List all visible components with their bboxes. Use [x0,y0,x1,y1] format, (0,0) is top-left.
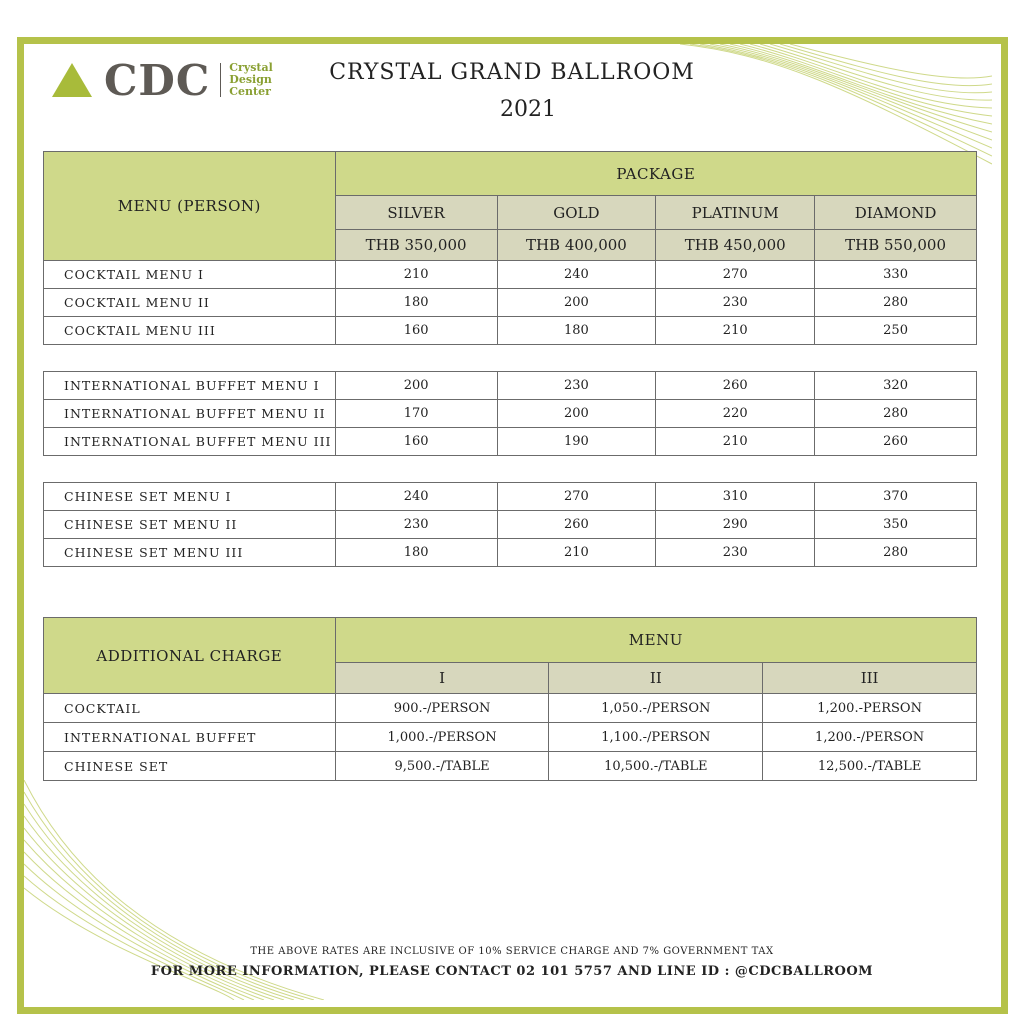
price-cell: 270 [497,483,656,511]
price-cell: 180 [335,289,497,317]
table-row [44,317,977,345]
price-cell: 260 [497,511,656,539]
price-cell: 200 [497,289,656,317]
charge-cell: 9,500.-/TABLE [335,752,549,781]
tier-name-diamond: DIAMOND [815,196,977,230]
menu-column-iii: III [763,663,977,694]
price-cell: 200 [335,372,497,400]
price-cell: 270 [656,261,815,289]
package-header: PACKAGE [335,152,976,196]
menu-header: MENU [335,618,976,663]
additional-charge-table [43,617,977,781]
logo-subtitle: Crystal Design Center [229,61,273,98]
charge-cell: 1,200.-PERSON [763,694,977,723]
menu-person-header: MENU (PERSON) [44,152,336,261]
price-cell: 200 [497,400,656,428]
table-row [44,694,977,723]
table-row [44,539,977,567]
page-year: 2021 [500,97,556,122]
menu-name: CHINESE SET MENU I [44,483,336,511]
price-cell: 310 [656,483,815,511]
table-row [44,261,977,289]
charge-cell: 1,200.-/PERSON [763,723,977,752]
charge-cell: 1,100.-/PERSON [549,723,763,752]
price-cell: 230 [656,539,815,567]
menu-name: COCKTAIL MENU I [44,261,336,289]
price-cell: 240 [335,483,497,511]
price-cell: 240 [497,261,656,289]
table-row [44,400,977,428]
table-row [44,372,977,400]
menu-column-i: I [335,663,549,694]
price-cell: 230 [656,289,815,317]
price-cell: 190 [497,428,656,456]
menu-name: CHINESE SET MENU II [44,511,336,539]
price-cell: 330 [815,261,977,289]
price-cell: 260 [656,372,815,400]
price-cell: 160 [335,317,497,345]
charge-cell: 900.-/PERSON [335,694,549,723]
price-cell: 280 [815,400,977,428]
tier-price-silver: THB 350,000 [335,230,497,261]
menu-name: INTERNATIONAL BUFFET MENU II [44,400,336,428]
charge-cell: 1,000.-/PERSON [335,723,549,752]
price-cell: 260 [815,428,977,456]
charge-name: COCKTAIL [44,694,336,723]
price-cell: 210 [335,261,497,289]
price-cell: 170 [335,400,497,428]
table-row [44,483,977,511]
contact-info: FOR MORE INFORMATION, PLEASE CONTACT 02 101 5757 AND LINE ID : @CDCBALLROOM [150,964,874,979]
table-row [44,752,977,781]
menu-name: CHINESE SET MENU III [44,539,336,567]
price-cell: 220 [656,400,815,428]
menu-column-ii: II [549,663,763,694]
menu-name: COCKTAIL MENU III [44,317,336,345]
table-row [44,511,977,539]
charge-name: CHINESE SET [44,752,336,781]
additional-charge-header: ADDITIONAL CHARGE [44,618,336,694]
price-cell: 280 [815,289,977,317]
price-cell: 280 [815,539,977,567]
price-cell: 290 [656,511,815,539]
menu-name: COCKTAIL MENU II [44,289,336,317]
price-cell: 210 [656,317,815,345]
menu-name: INTERNATIONAL BUFFET MENU III [44,428,336,456]
table-row [44,428,977,456]
price-cell: 250 [815,317,977,345]
price-cell: 160 [335,428,497,456]
price-cell: 210 [497,539,656,567]
logo-brand: CDC [104,55,211,105]
charge-name: INTERNATIONAL BUFFET [44,723,336,752]
charge-cell: 1,050.-/PERSON [549,694,763,723]
tier-price-platinum: THB 450,000 [656,230,815,261]
charge-cell: 10,500.-/TABLE [549,752,763,781]
tier-name-gold: GOLD [497,196,656,230]
tier-price-gold: THB 400,000 [497,230,656,261]
price-cell: 180 [335,539,497,567]
menu-name: INTERNATIONAL BUFFET MENU I [44,372,336,400]
rates-note: THE ABOVE RATES ARE INCLUSIVE OF 10% SERVICE CHARGE AND 7% GOVERNMENT TAX [250,946,774,957]
price-cell: 320 [815,372,977,400]
page-title: CRYSTAL GRAND BALLROOM [329,60,695,85]
table-row [44,723,977,752]
price-cell: 370 [815,483,977,511]
price-cell: 180 [497,317,656,345]
price-cell: 230 [335,511,497,539]
table-row [44,289,977,317]
tier-price-diamond: THB 550,000 [815,230,977,261]
tier-name-platinum: PLATINUM [656,196,815,230]
price-cell: 350 [815,511,977,539]
tier-name-silver: SILVER [335,196,497,230]
charge-cell: 12,500.-/TABLE [763,752,977,781]
price-cell: 230 [497,372,656,400]
package-table [43,151,977,567]
price-cell: 210 [656,428,815,456]
